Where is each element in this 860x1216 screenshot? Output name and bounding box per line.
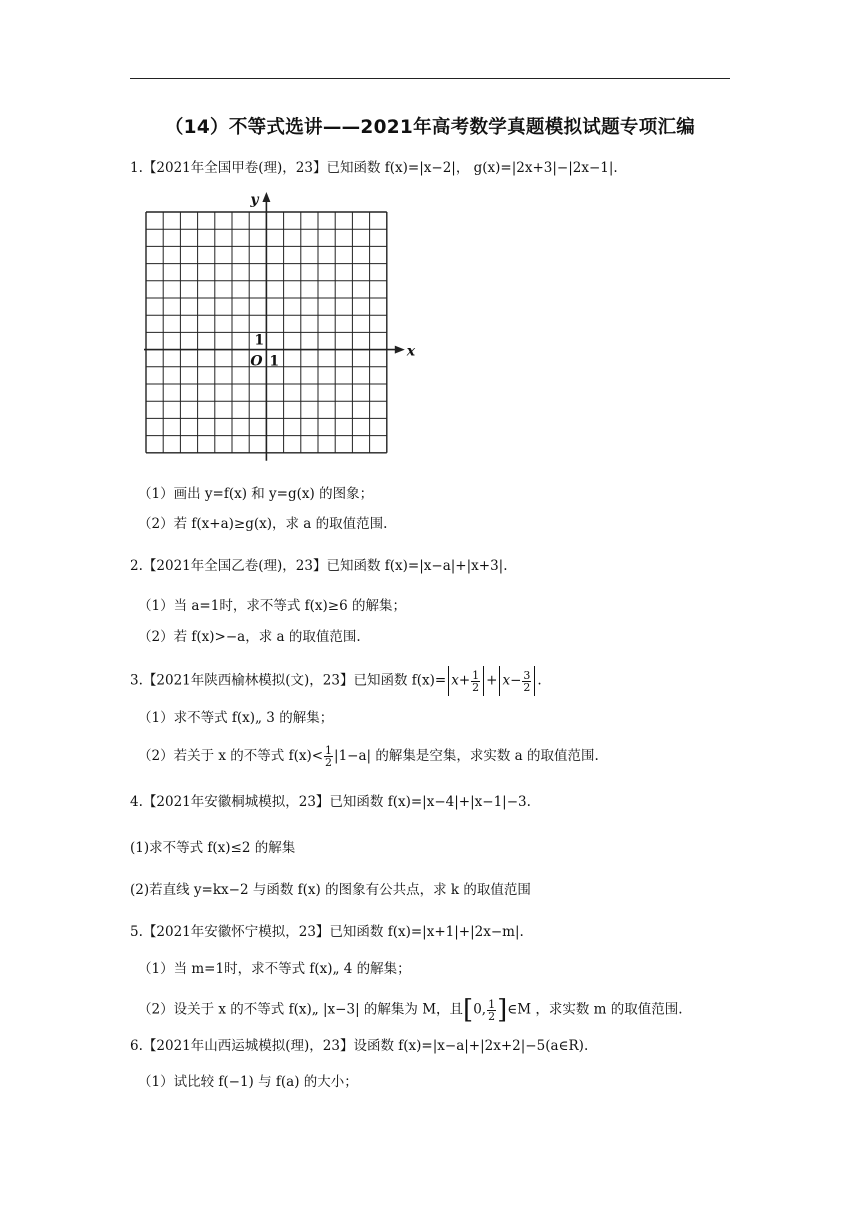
problem-3-part-2: （2）若关于 x 的不等式 f(x)< $\frac{1}{2}$ |1−a| 的解集是空集，求实数 a 的取值范围. <box>138 744 599 769</box>
problem-4-stem: 4.【2021年安徽桐城模拟，23】已知函数 f(x)=|x−4|+|x−1|−3. <box>130 794 531 810</box>
y-unit-label: 1 <box>254 332 265 349</box>
problem-2-part-1: （1）当 a=1时，求不等式 f(x)≥6 的解集； <box>138 598 406 614</box>
fraction-one-half-c: $\frac{1}{2}$ <box>488 997 496 1023</box>
fraction-three-halves: $\frac{3}{2}$ <box>523 668 531 694</box>
problem-2-part-2: （2）若 f(x)>−a，求 a 的取值范围. <box>138 629 361 645</box>
problem-1-part-1: （1）画出 y=f(x) 和 y=g(x) 的图象； <box>138 486 374 502</box>
page-title: （14）不等式选讲——2021年高考数学真题模拟试题专项汇编 <box>164 117 696 138</box>
coordinate-grid <box>140 190 416 458</box>
header-rule <box>130 78 730 79</box>
problem-3-stem: 3.【2021年陕西榆林模拟(文)，23】已知函数 f(x)= x+ $\frac{1}{2}$ + x− $\frac{3}{2}$ . <box>130 666 542 696</box>
problem-5-part-1: （1）当 m=1时，求不等式 f(x)„ 4 的解集； <box>138 961 411 977</box>
problem-1-part-2: （2）若 f(x+a)≥g(x)，求 a 的取值范围. <box>138 516 388 532</box>
problem-4-part-1: (1)求不等式 f(x)≤2 的解集 <box>130 840 296 856</box>
problem-5-stem: 5.【2021年安徽怀宁模拟，23】已知函数 f(x)=|x+1|+|2x−m|. <box>130 924 524 940</box>
problem-6-stem: 6.【2021年山西运城模拟(理)，23】设函数 f(x)=|x−a|+|2x+2|−5(a∈R). <box>130 1038 589 1054</box>
fraction-one-half: $\frac{1}{2}$ <box>472 668 480 694</box>
grid-svg <box>140 190 416 458</box>
origin-label: O <box>250 353 263 370</box>
fraction-one-half-b: $\frac{1}{2}$ <box>325 744 333 769</box>
y-axis-label: y <box>250 192 259 208</box>
problem-5-part-2: （2）设关于 x 的不等式 f(x)„ |x−3| 的解集为 M，且[0, $\frac{1}{2}$ ]∈M ，求实数 m 的取值范围. <box>138 995 683 1025</box>
x-axis-label: x <box>406 343 416 360</box>
problem-2-stem: 2.【2021年全国乙卷(理)，23】已知函数 f(x)=|x−a|+|x+3|. <box>130 558 508 574</box>
x-unit-label: 1 <box>269 353 280 370</box>
problem-1-stem: 1.【2021年全国甲卷(理)，23】已知函数 f(x)=|x−2|， g(x)=|2x+3|−|2x−1|. <box>130 160 618 176</box>
problem-4-part-2: (2)若直线 y=kx−2 与函数 f(x) 的图象有公共点，求 k 的取值范围 <box>130 882 531 898</box>
x-axis-arrow <box>395 346 405 354</box>
y-axis-arrow <box>262 192 270 202</box>
problem-6-part-1: （1）试比较 f(−1) 与 f(a) 的大小； <box>138 1074 358 1090</box>
problem-3-part-1: （1）求不等式 f(x)„ 3 的解集； <box>138 710 334 726</box>
